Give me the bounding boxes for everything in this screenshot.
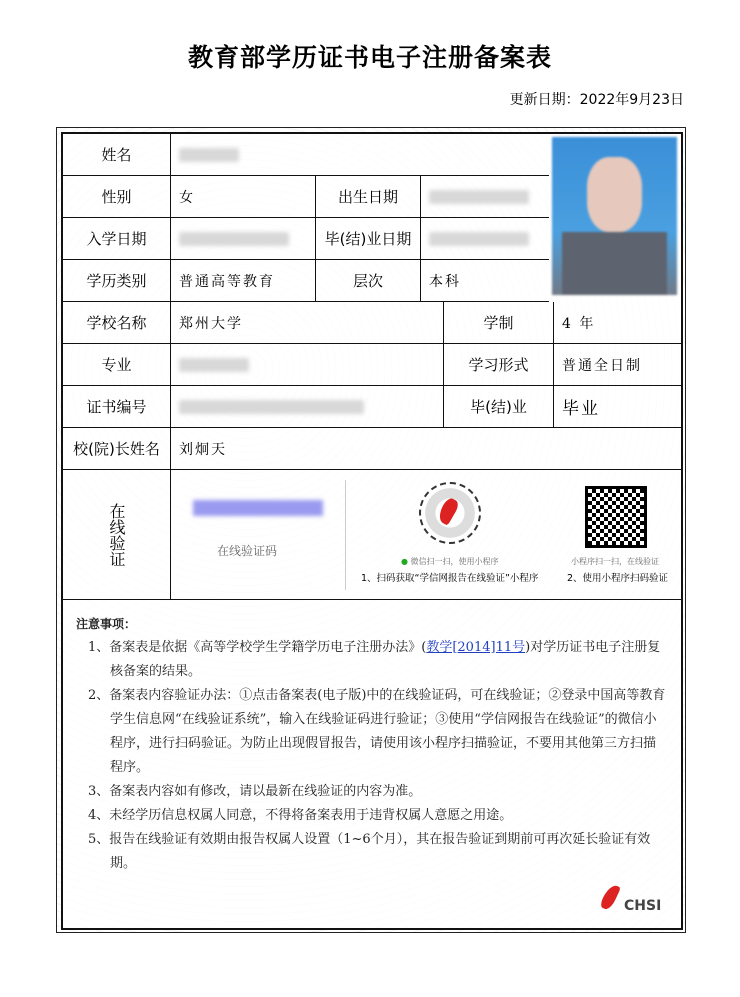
name-label: 姓名	[63, 134, 171, 176]
grad-date-value	[421, 218, 549, 260]
president-label: 校(院)长姓名	[63, 428, 171, 470]
edu-type-value: 普通高等教育	[171, 260, 316, 302]
birth-label: 出生日期	[316, 176, 421, 218]
verify-area	[171, 470, 681, 600]
verify-label: 在线验证	[63, 470, 171, 600]
major-value	[171, 344, 444, 386]
grad-date-label: 毕(结)业日期	[316, 218, 421, 260]
cert-no-label: 证书编号	[63, 386, 171, 428]
wechat-mini-icon: ●	[401, 557, 408, 566]
gender-label: 性别	[63, 176, 171, 218]
cert-no-value	[171, 386, 444, 428]
president-value: 刘炯天	[171, 428, 681, 470]
note-4: 4、未经学历信息权属人同意，不得将备案表用于违背权属人意愿之用途。	[88, 808, 513, 823]
major-label: 专业	[63, 344, 171, 386]
school-value: 郑州大学	[171, 302, 444, 344]
regulation-link[interactable]: 教学[2014]11号	[426, 640, 526, 655]
mini-program-hint: ● 微信扫一扫，使用小程序	[401, 557, 499, 566]
edu-type-label: 学历类别	[63, 260, 171, 302]
qr-code-icon	[585, 486, 647, 548]
divider	[345, 480, 346, 590]
step1-text: 1、扫码获取“学信网报告在线验证”小程序	[361, 573, 539, 584]
verify-code-caption: 在线验证码	[217, 544, 278, 558]
name-value	[171, 134, 549, 176]
note-1: 1、备案表是依据《高等学校学生学籍学历电子注册办法》(教学[2014]11号)对学历证书电子注册复核备案的结果。	[88, 640, 661, 679]
note-2: 2、备案表内容验证办法：①点击备案表(电子版)中的在线验证码，可在线验证；②登录中国高等教育学生信息网“在线验证系统”，输入在线验证码进行验证；③使用“学信网报告在线验证”的微信小程序，进行扫码验证。为防止出现假冒报告，请使用该小程序扫描验证，不要用其他第三方扫描程序。	[88, 688, 666, 775]
gender-value: 女	[171, 176, 316, 218]
note-5: 5、报告在线验证有效期由报告权属人设置（1~6个月），其在报告验证到期前可再次延长验证有效期。	[88, 832, 651, 871]
note-3: 3、备案表内容如有修改，请以最新在线验证的内容为准。	[88, 784, 422, 799]
grad-status-label: 毕(结)业	[444, 386, 554, 428]
mini-program-code-icon	[419, 482, 481, 544]
notes-title: 注意事项：	[76, 617, 137, 631]
enroll-label: 入学日期	[63, 218, 171, 260]
grad-status-value: 毕业	[554, 386, 681, 428]
photo-portrait	[552, 137, 677, 295]
qr-hint: 小程序扫一扫，在线验证	[571, 557, 659, 566]
notes-section	[76, 612, 666, 876]
duration-value: 4 年	[554, 302, 681, 344]
page-title: 教育部学历证书电子注册备案表	[187, 43, 552, 72]
step2-text: 2、使用小程序扫码验证	[567, 573, 669, 584]
enroll-value	[171, 218, 316, 260]
duration-label: 学制	[444, 302, 554, 344]
level-value: 本科	[421, 260, 549, 302]
study-form-label: 学习形式	[444, 344, 554, 386]
update-date: 更新日期：2022年9月23日	[509, 92, 684, 108]
school-label: 学校名称	[63, 302, 171, 344]
verify-code-link[interactable]	[193, 500, 323, 516]
birth-value	[421, 176, 549, 218]
level-label: 层次	[316, 260, 421, 302]
study-form-value: 普通全日制	[554, 344, 681, 386]
